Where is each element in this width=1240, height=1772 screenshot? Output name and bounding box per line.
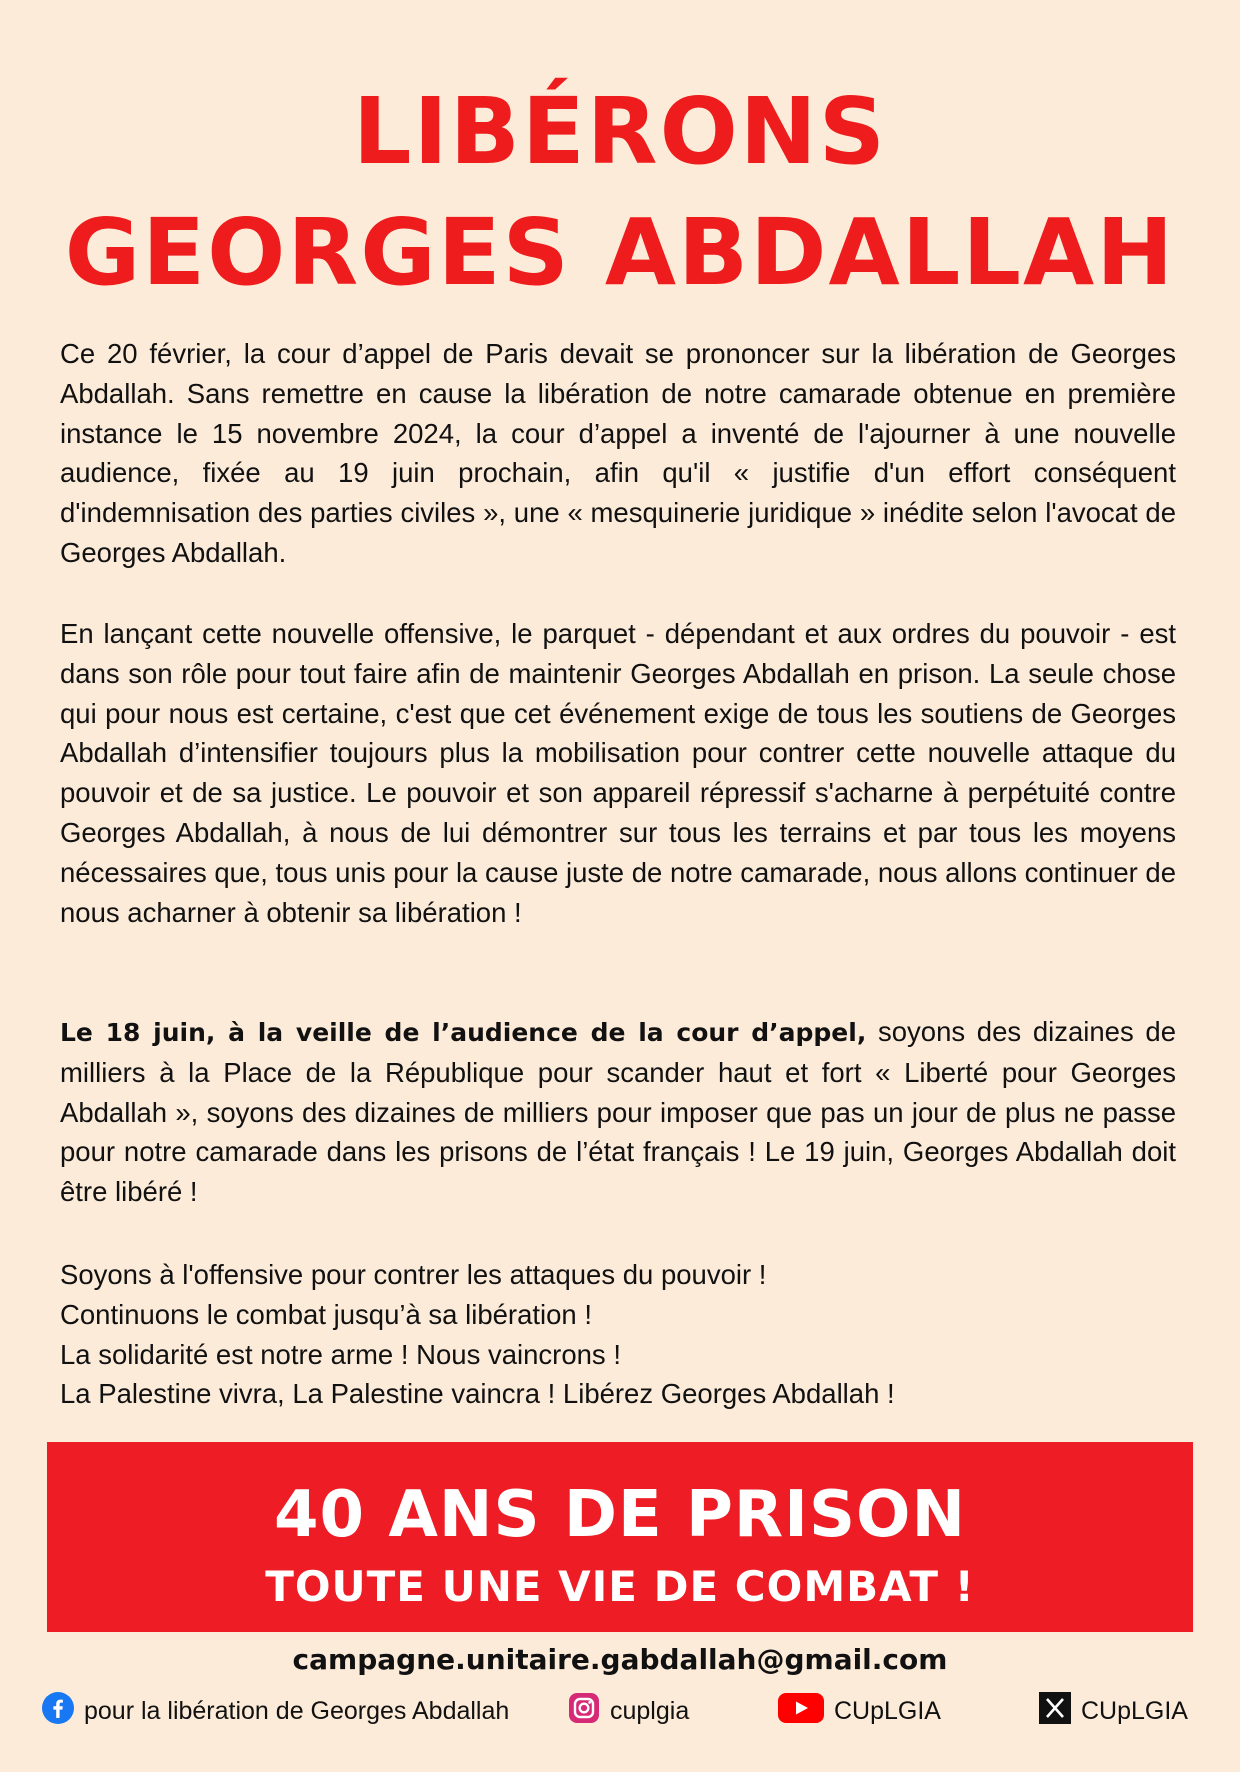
banner-headline: 40 ANS DE PRISON: [274, 1478, 966, 1552]
facebook-icon: [42, 1692, 74, 1731]
paragraph-1-text: Ce 20 février, la cour d’appel de Paris devait se prononcer sur la libération de Georges Abdallah. Sans remettre en cause la libération de notre camarade obtenue en première instance le 15 novembre 2024, la cour d’appel a inventé de l'ajourner à une nouvelle audience, fixée au 19 juin prochain, afin qu'il « justifie d'un effort conséquent d'indemnisation des parties civiles », une « mesquinerie juridique » inédite selon l'avocat de Georges Abdallah.: [60, 338, 1176, 568]
x-label: CUpLGIA: [1081, 1696, 1188, 1725]
x-link[interactable]: [1039, 1694, 1188, 1728]
slogans: [60, 1255, 1176, 1414]
paragraph-2-text: En lançant cette nouvelle offensive, le parquet - dépendant et aux ordres du pouvoir - est dans son rôle pour tout faire afin de maintenir Georges Abdallah en prison. La seule chose qui pour nous est certaine, c'est que cet événement exige de tous les soutiens de Georges Abdallah d’intensifier toujours plus la mobilisation pour contrer cette nouvelle attaque du pouvoir et de sa justice. Le pouvoir et son appareil répressif s'acharne à perpétuité contre Georges Abdallah, à nous de lui démontrer sur tous les terrains et par tous les moyens nécessaires que, tous unis pour la cause juste de notre camarade, nous allons continuer de nous acharner à obtenir sa libération !: [60, 618, 1176, 928]
facebook-link[interactable]: [42, 1694, 509, 1728]
paragraph-2: [60, 614, 1176, 932]
paragraph-3: [60, 1012, 1176, 1212]
paragraph-1: [60, 334, 1176, 573]
instagram-icon: [568, 1692, 600, 1731]
slogan-line: Continuons le combat jusqu’à sa libération !: [60, 1298, 592, 1330]
slogan-line: Soyons à l'offensive pour contrer les attaques du pouvoir !: [60, 1259, 767, 1290]
facebook-label: pour la libération de Georges Abdallah: [84, 1696, 510, 1725]
title-line-2: GEORGES ABDALLAH: [64, 199, 1176, 306]
youtube-link[interactable]: [778, 1694, 941, 1728]
contact-email[interactable]: campagne.unitaire.gabdallah@gmail.com: [292, 1643, 948, 1676]
slogan-line: La Palestine vivra, La Palestine vaincra ! Libérez Georges Abdallah !: [60, 1378, 895, 1410]
youtube-icon: [778, 1692, 824, 1731]
youtube-label: CUpLGIA: [834, 1696, 941, 1725]
red-banner: [47, 1442, 1193, 1632]
x-icon: [1039, 1692, 1071, 1731]
slogan-line: La solidarité est notre arme ! Nous vaincrons !: [60, 1338, 621, 1370]
title-line-1: LIBÉRONS: [352, 78, 888, 185]
banner-subheadline: TOUTE UNE VIE DE COMBAT !: [265, 1562, 975, 1611]
instagram-link[interactable]: [568, 1694, 689, 1728]
paragraph-3-text: soyons des dizaines de milliers à la Place de la République pour scander haut et fort « Liberté pour Georges Abdallah », soyons des dizaines de milliers pour imposer que pas un jour de plus ne passe pour notre camarade dans les prisons de l’état français ! Le 19 juin, Georges Abdallah doit être libéré !: [60, 1016, 1176, 1208]
instagram-label: cuplgia: [610, 1696, 690, 1725]
paragraph-3-lead: Le 18 juin, à la veille de l’audience de la cour d’appel,: [60, 1018, 867, 1047]
